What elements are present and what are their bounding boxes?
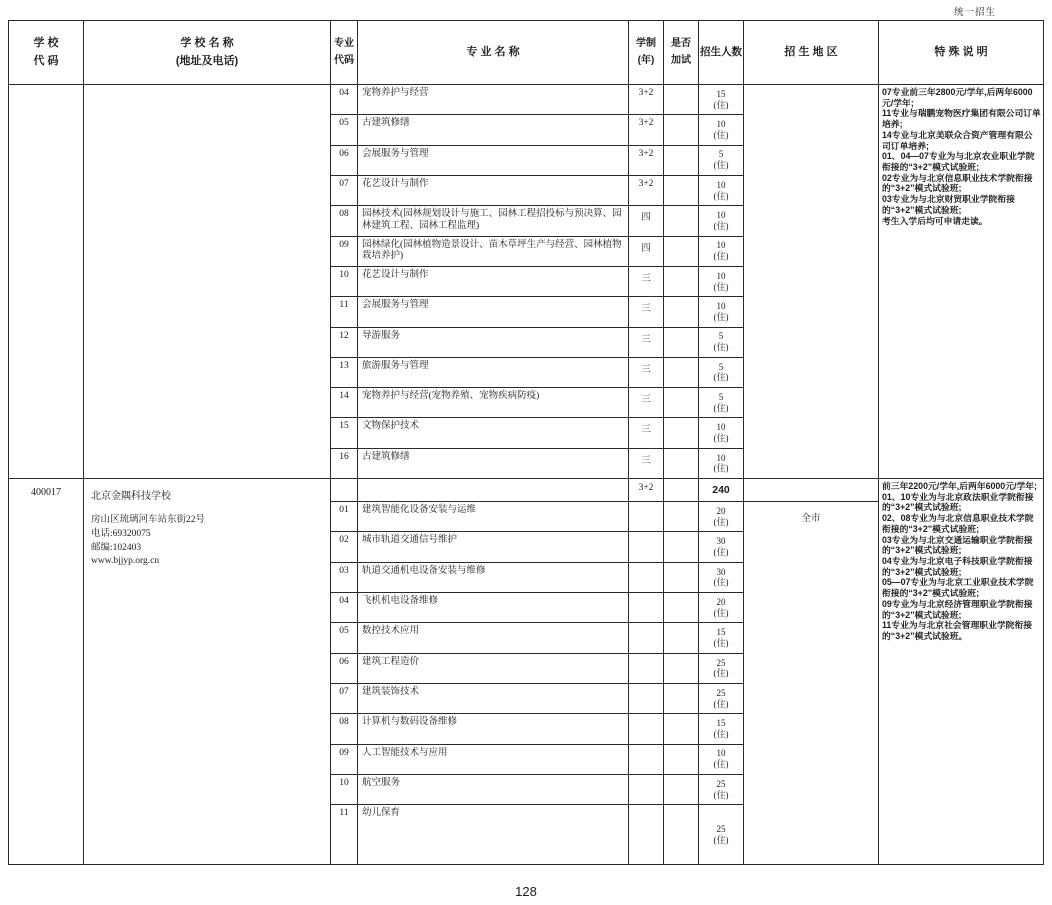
majors-block bbox=[331, 479, 744, 864]
major-duration: 3+2 bbox=[629, 115, 664, 144]
school-section bbox=[9, 85, 1043, 478]
resident-mark: (住) bbox=[713, 190, 729, 201]
major-duration: 三 bbox=[629, 328, 664, 357]
note-line: 09专业为与北京经济管理职业学院衔接的“3+2”模式试验班; bbox=[882, 598, 1033, 620]
resident-mark: (住) bbox=[713, 759, 729, 770]
header-text: 专业 bbox=[334, 38, 354, 49]
school-name-cell bbox=[84, 85, 331, 478]
major-name: 数控技术应用 bbox=[358, 623, 629, 652]
header-text: 加试 bbox=[671, 55, 691, 66]
header-text: 专 业 名 称 bbox=[466, 46, 520, 58]
major-code: 07 bbox=[331, 176, 358, 205]
enrollment-number: 240 bbox=[712, 483, 730, 496]
enrollment-number: 25 bbox=[716, 657, 726, 668]
header-text: (年) bbox=[637, 55, 655, 66]
major-row bbox=[331, 328, 744, 358]
major-name: 建筑工程造价 bbox=[358, 654, 629, 683]
major-enrollment bbox=[699, 267, 744, 296]
major-name: 城市轨道交通信号维护 bbox=[358, 532, 629, 561]
major-name: 园林绿化(园林植物造景设计、苗木草坪生产与经营、园林植物栽培养护) bbox=[358, 237, 629, 266]
major-row bbox=[331, 146, 744, 176]
resident-mark: (住) bbox=[713, 463, 729, 474]
resident-mark: (住) bbox=[713, 220, 729, 231]
region-cell bbox=[744, 85, 879, 478]
header-text: 代 码 bbox=[33, 55, 59, 67]
major-row bbox=[331, 775, 744, 805]
major-enrollment bbox=[699, 358, 744, 387]
header-school-code bbox=[9, 21, 84, 84]
major-row bbox=[331, 684, 744, 714]
major-enrollment bbox=[699, 654, 744, 683]
major-extra-test bbox=[664, 297, 699, 326]
major-row bbox=[331, 623, 744, 653]
note-line: 01、04—07专业为与北京农业职业学院衔接的“3+2”模式试验班; bbox=[882, 151, 1035, 173]
major-duration bbox=[629, 714, 664, 743]
major-code: 02 bbox=[331, 532, 358, 561]
major-enrollment bbox=[699, 684, 744, 713]
resident-mark: (住) bbox=[713, 637, 729, 648]
resident-mark: (住) bbox=[713, 99, 729, 110]
major-name: 会展服务与管理 bbox=[358, 146, 629, 175]
major-extra-test bbox=[664, 654, 699, 683]
notes-cell bbox=[879, 479, 1043, 864]
major-code: 07 bbox=[331, 684, 358, 713]
resident-mark: (住) bbox=[713, 698, 729, 709]
major-row bbox=[331, 449, 744, 478]
major-enrollment bbox=[699, 449, 744, 478]
major-name: 建筑智能化设备安装与运维 bbox=[358, 502, 629, 531]
note-line: 前三年2200元/学年,后两年6000元/学年; bbox=[882, 481, 1037, 491]
major-name: 宠物养护与经营 bbox=[358, 85, 629, 114]
major-name: 文物保护技术 bbox=[358, 418, 629, 447]
major-duration bbox=[629, 775, 664, 804]
major-extra-test bbox=[664, 563, 699, 592]
major-name: 花艺设计与制作 bbox=[358, 176, 629, 205]
major-duration bbox=[629, 805, 664, 864]
major-name: 会展服务与管理 bbox=[358, 297, 629, 326]
note-line: 01、10专业为与北京政法职业学院衔接的“3+2”模式试验班; bbox=[882, 491, 1034, 513]
major-code: 11 bbox=[331, 805, 358, 864]
major-name: 航空服务 bbox=[358, 775, 629, 804]
major-duration: 三 bbox=[629, 418, 664, 447]
header-notes bbox=[879, 21, 1043, 84]
major-row bbox=[331, 115, 744, 145]
table-body bbox=[9, 85, 1043, 864]
major-extra-test bbox=[664, 115, 699, 144]
major-extra-test bbox=[664, 146, 699, 175]
enrollment-number: 10 bbox=[716, 748, 726, 759]
major-duration: 三 bbox=[629, 449, 664, 478]
admissions-table bbox=[8, 20, 1044, 865]
enrollment-number: 10 bbox=[716, 119, 726, 130]
header-text: 代码 bbox=[334, 55, 354, 66]
enrollment-number: 10 bbox=[716, 270, 726, 281]
major-code bbox=[331, 479, 358, 501]
major-row bbox=[331, 176, 744, 206]
major-extra-test bbox=[664, 623, 699, 652]
major-enrollment bbox=[699, 297, 744, 326]
note-line: 11专业为与北京社会管理职业学院衔接的“3+2”模式试验班。 bbox=[882, 620, 1033, 642]
enrollment-number: 5 bbox=[718, 391, 724, 402]
enrollment-number: 15 bbox=[716, 627, 726, 638]
major-row bbox=[331, 745, 744, 775]
major-row bbox=[331, 267, 744, 297]
major-row bbox=[331, 805, 744, 864]
major-enrollment bbox=[699, 388, 744, 417]
major-duration bbox=[629, 593, 664, 622]
enrollment-number: 25 bbox=[716, 687, 726, 698]
school-name: 北京金隅科技学校 bbox=[91, 491, 171, 502]
enrollment-number: 15 bbox=[716, 88, 726, 99]
major-extra-test bbox=[664, 237, 699, 266]
school-info bbox=[91, 514, 324, 569]
major-duration: 3+2 bbox=[629, 85, 664, 114]
major-duration bbox=[629, 654, 664, 683]
note-line: 03专业为与北京财贸职业学院衔接的“3+2”模式试验班; bbox=[882, 194, 1015, 215]
major-name: 人工智能技术与应用 bbox=[358, 745, 629, 774]
major-code: 01 bbox=[331, 502, 358, 531]
major-enrollment bbox=[699, 775, 744, 804]
major-name: 轨道交通机电设备安装与维修 bbox=[358, 563, 629, 592]
major-row bbox=[331, 593, 744, 623]
major-duration bbox=[629, 623, 664, 652]
major-enrollment bbox=[699, 805, 744, 864]
major-enrollment bbox=[699, 714, 744, 743]
major-row bbox=[331, 654, 744, 684]
enrollment-number: 10 bbox=[716, 422, 726, 433]
major-enrollment bbox=[699, 176, 744, 205]
header-text: 特 殊 说 明 bbox=[934, 46, 988, 58]
school-code-cell bbox=[9, 85, 84, 478]
major-code: 04 bbox=[331, 593, 358, 622]
major-enrollment bbox=[699, 418, 744, 447]
resident-mark: (住) bbox=[713, 160, 729, 171]
enrollment-number: 20 bbox=[716, 505, 726, 516]
enrollment-number: 10 bbox=[716, 452, 726, 463]
enrollment-number: 30 bbox=[716, 536, 726, 547]
resident-mark: (住) bbox=[713, 516, 729, 527]
major-extra-test bbox=[664, 684, 699, 713]
region-summary-spacer bbox=[744, 479, 878, 502]
header-text: 是否 bbox=[671, 38, 691, 49]
major-duration: 三 bbox=[629, 297, 664, 326]
resident-mark: (住) bbox=[713, 789, 729, 800]
major-name: 计算机与数码设备维修 bbox=[358, 714, 629, 743]
majors-block bbox=[331, 85, 744, 478]
enrollment-number: 5 bbox=[718, 361, 724, 372]
enrollment-number: 20 bbox=[716, 596, 726, 607]
resident-mark: (住) bbox=[713, 281, 729, 292]
header-text: (地址及电话) bbox=[175, 55, 239, 67]
enrollment-number: 15 bbox=[716, 718, 726, 729]
resident-mark: (住) bbox=[713, 129, 729, 140]
major-enrollment bbox=[699, 593, 744, 622]
note-line: 14专业与北京美联众合资产管理有限公司订单培养; bbox=[882, 129, 1033, 151]
major-extra-test bbox=[664, 775, 699, 804]
major-extra-test bbox=[664, 206, 699, 235]
header-text: 学制 bbox=[636, 38, 656, 49]
major-row bbox=[331, 418, 744, 448]
major-enrollment bbox=[699, 115, 744, 144]
resident-mark: (住) bbox=[713, 372, 729, 383]
header-major-name bbox=[358, 21, 629, 84]
major-extra-test bbox=[664, 805, 699, 864]
major-extra-test bbox=[664, 267, 699, 296]
major-extra-test bbox=[664, 85, 699, 114]
header-major-code bbox=[331, 21, 358, 84]
school-name-cell bbox=[84, 479, 331, 864]
major-row bbox=[331, 206, 744, 236]
note-line: 02专业为与北京信息职业技术学院衔接的“3+2”模式试验班; bbox=[882, 172, 1033, 194]
major-row bbox=[331, 297, 744, 327]
major-extra-test bbox=[664, 532, 699, 561]
major-extra-test bbox=[664, 502, 699, 531]
table-header-row bbox=[9, 21, 1043, 85]
enrollment-number: 25 bbox=[716, 778, 726, 789]
school-section bbox=[9, 478, 1043, 864]
enrollment-number: 10 bbox=[716, 179, 726, 190]
major-enrollment bbox=[699, 146, 744, 175]
major-code: 05 bbox=[331, 623, 358, 652]
major-enrollment bbox=[699, 745, 744, 774]
major-name: 园林技术(园林规划设计与施工、园林工程招投标与预决算、园林建筑工程、园林工程监理) bbox=[358, 206, 629, 235]
major-name: 飞机机电设备维修 bbox=[358, 593, 629, 622]
header-school-name bbox=[84, 21, 331, 84]
note-line: 02、08专业为与北京信息职业技术学院衔接的“3+2”模式试验班; bbox=[882, 513, 1034, 534]
major-duration: 三 bbox=[629, 388, 664, 417]
enrollment-number: 10 bbox=[716, 301, 726, 312]
header-extra-test bbox=[664, 21, 699, 84]
major-name: 古建筑修缮 bbox=[358, 449, 629, 478]
major-enrollment bbox=[699, 479, 744, 501]
major-row bbox=[331, 388, 744, 418]
major-row bbox=[331, 714, 744, 744]
note-line: 07专业前三年2800元/学年,后两年6000元/学年; bbox=[882, 87, 1033, 108]
resident-mark: (住) bbox=[713, 433, 729, 444]
major-name: 古建筑修缮 bbox=[358, 115, 629, 144]
major-enrollment bbox=[699, 85, 744, 114]
major-row bbox=[331, 502, 744, 532]
enrollment-number: 10 bbox=[716, 240, 726, 251]
school-code-cell: 400017 bbox=[9, 479, 84, 864]
header-region bbox=[744, 21, 879, 84]
major-code: 12 bbox=[331, 328, 358, 357]
major-row bbox=[331, 237, 744, 267]
region-text bbox=[744, 85, 878, 93]
major-duration: 3+2 bbox=[629, 176, 664, 205]
school-info-line: 电话:69320075 bbox=[91, 528, 151, 539]
major-name: 建筑装饰技术 bbox=[358, 684, 629, 713]
major-code: 10 bbox=[331, 775, 358, 804]
major-row bbox=[331, 563, 744, 593]
header-text: 学 校 名 称 bbox=[180, 37, 234, 49]
resident-mark: (住) bbox=[713, 607, 729, 618]
resident-mark: (住) bbox=[713, 342, 729, 353]
major-duration: 3+2 bbox=[629, 146, 664, 175]
major-duration: 四 bbox=[629, 206, 664, 235]
major-duration bbox=[629, 684, 664, 713]
major-duration bbox=[629, 745, 664, 774]
major-row bbox=[331, 85, 744, 115]
page-corner-label: 统一招生 bbox=[953, 8, 996, 18]
major-code: 06 bbox=[331, 654, 358, 683]
major-enrollment bbox=[699, 532, 744, 561]
major-row bbox=[331, 532, 744, 562]
major-code: 09 bbox=[331, 237, 358, 266]
major-code: 04 bbox=[331, 85, 358, 114]
major-code: 08 bbox=[331, 206, 358, 235]
major-row bbox=[331, 358, 744, 388]
note-line: 03专业为与北京交通运输职业学院衔接的“3+2”模式试验班; bbox=[882, 534, 1033, 556]
resident-mark: (住) bbox=[713, 546, 729, 557]
resident-mark: (住) bbox=[713, 402, 729, 413]
major-extra-test bbox=[664, 388, 699, 417]
major-code: 09 bbox=[331, 745, 358, 774]
major-enrollment bbox=[699, 563, 744, 592]
major-name: 宠物养护与经营(宠物养殖、宠物疾病防疫) bbox=[358, 388, 629, 417]
major-code: 08 bbox=[331, 714, 358, 743]
header-text: 学 校 bbox=[33, 37, 59, 49]
major-duration: 三 bbox=[629, 267, 664, 296]
major-enrollment bbox=[699, 502, 744, 531]
major-code: 03 bbox=[331, 563, 358, 592]
resident-mark: (住) bbox=[713, 311, 729, 322]
school-info-line: 邮编:102403 bbox=[91, 542, 142, 553]
major-extra-test bbox=[664, 449, 699, 478]
major-extra-test bbox=[664, 479, 699, 501]
page-number: 128 bbox=[515, 884, 537, 899]
enrollment-number: 25 bbox=[716, 823, 726, 834]
major-duration bbox=[629, 563, 664, 592]
notes-cell bbox=[879, 85, 1043, 478]
major-code: 14 bbox=[331, 388, 358, 417]
major-code: 10 bbox=[331, 267, 358, 296]
header-text: 招 生 地 区 bbox=[784, 46, 838, 58]
resident-mark: (住) bbox=[713, 251, 729, 262]
major-enrollment bbox=[699, 328, 744, 357]
major-code: 11 bbox=[331, 297, 358, 326]
major-extra-test bbox=[664, 176, 699, 205]
enrollment-number: 5 bbox=[718, 149, 724, 160]
note-line: 04专业为与北京电子科技职业学院衔接的“3+2”模式试验班; bbox=[882, 556, 1033, 577]
major-duration: 四 bbox=[629, 237, 664, 266]
major-name: 花艺设计与制作 bbox=[358, 267, 629, 296]
resident-mark: (住) bbox=[713, 668, 729, 679]
major-enrollment bbox=[699, 623, 744, 652]
major-code: 16 bbox=[331, 449, 358, 478]
major-duration bbox=[629, 502, 664, 531]
major-extra-test bbox=[664, 593, 699, 622]
major-duration: 3+2 bbox=[629, 479, 664, 501]
note-line: 考生入学后均可申请走读。 bbox=[882, 215, 988, 226]
major-name: 旅游服务与管理 bbox=[358, 358, 629, 387]
major-code: 05 bbox=[331, 115, 358, 144]
major-duration: 三 bbox=[629, 358, 664, 387]
major-code: 13 bbox=[331, 358, 358, 387]
school-info-line: 房山区琉璃河车站东街22号 bbox=[91, 515, 206, 525]
summary-row bbox=[331, 479, 744, 502]
resident-mark: (住) bbox=[713, 834, 729, 845]
region-text: 全市 bbox=[801, 514, 821, 524]
header-text: 招生人数 bbox=[700, 46, 742, 59]
major-enrollment bbox=[699, 206, 744, 235]
major-extra-test bbox=[664, 418, 699, 447]
resident-mark: (住) bbox=[713, 728, 729, 739]
major-name: 导游服务 bbox=[358, 328, 629, 357]
major-name: 幼儿保育 bbox=[358, 805, 629, 864]
enrollment-number: 30 bbox=[716, 566, 726, 577]
header-enrollment bbox=[699, 21, 744, 84]
major-name bbox=[358, 479, 629, 501]
major-enrollment bbox=[699, 237, 744, 266]
school-info-line: www.bjjyp.org.cn bbox=[91, 556, 160, 567]
major-code: 06 bbox=[331, 146, 358, 175]
major-extra-test bbox=[664, 714, 699, 743]
header-duration bbox=[629, 21, 664, 84]
note-line: 05—07专业为与北京工业职业技术学院衔接的“3+2”模式试验班; bbox=[882, 577, 1034, 599]
major-extra-test bbox=[664, 328, 699, 357]
major-code: 15 bbox=[331, 418, 358, 447]
note-line: 11专业与瑞鹏宠物医疗集团有限公司订单培养; bbox=[882, 108, 1041, 130]
major-extra-test bbox=[664, 745, 699, 774]
major-duration bbox=[629, 532, 664, 561]
resident-mark: (住) bbox=[713, 577, 729, 588]
enrollment-number: 10 bbox=[716, 210, 726, 221]
enrollment-number: 5 bbox=[718, 331, 724, 342]
major-extra-test bbox=[664, 358, 699, 387]
region-cell bbox=[744, 479, 879, 864]
